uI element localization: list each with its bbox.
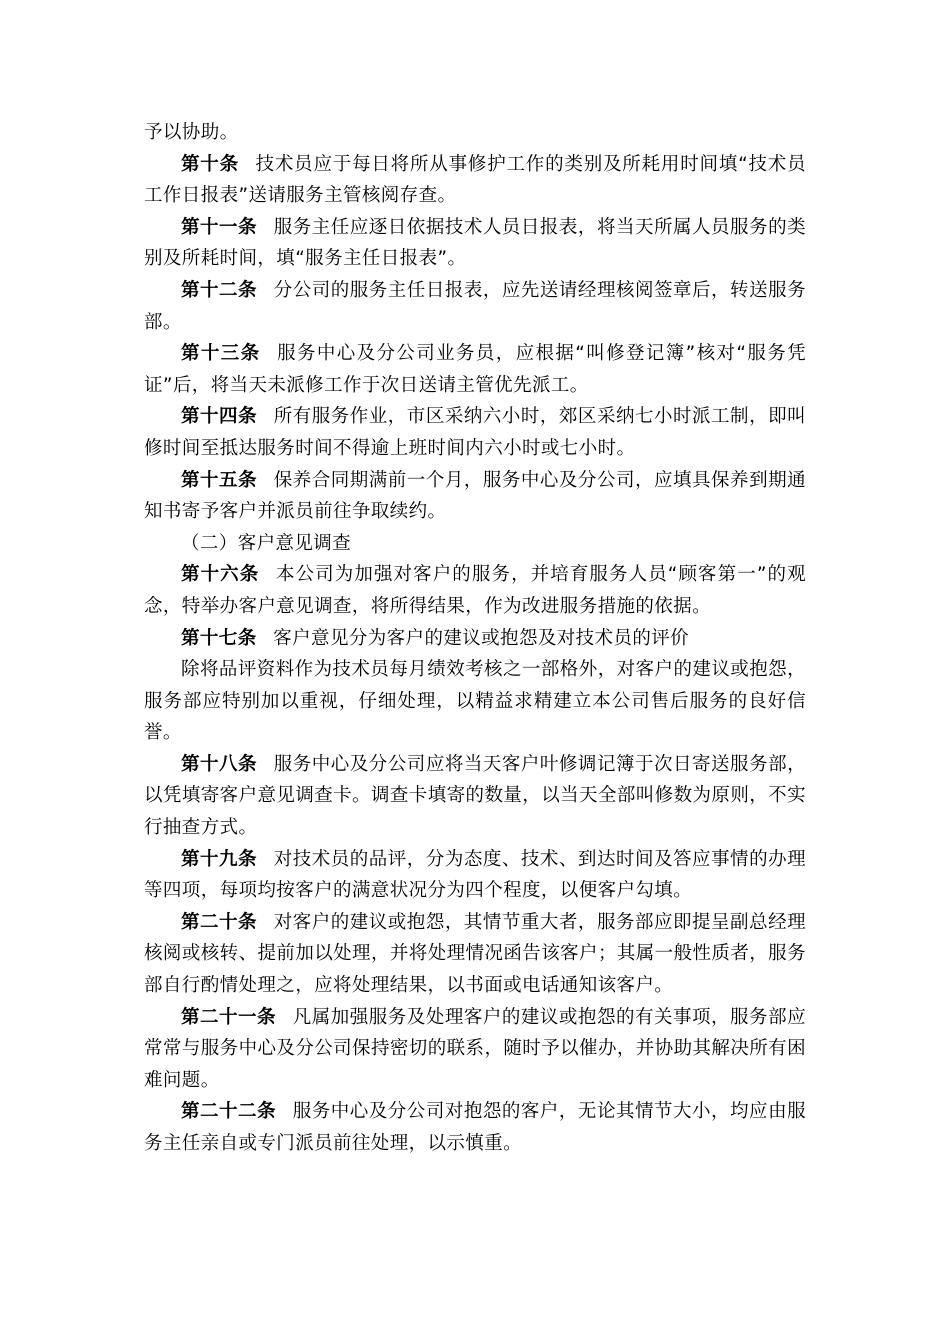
paragraph-text: 除将品评资料作为技术员每月绩效考核之一部格外，对客户的建议或抱怨，服务部应特别加以重视，仔细处理，以精益求精建立本公司售后服务的良好信誉。 bbox=[144, 659, 806, 744]
article-number: 第十七条 bbox=[181, 627, 257, 649]
paragraph-text: 分公司的服务主任日报表，应先送请经理核阅签章后，转送服务部。 bbox=[144, 279, 806, 333]
paragraph-text: 保养合同期满前一个月，服务中心及分公司，应填具保养到期通知书寄予客户并派员前往争取续约。 bbox=[144, 469, 806, 523]
article-number: 第十三条 bbox=[181, 343, 261, 365]
document-page bbox=[144, 117, 806, 1160]
article-number: 第十四条 bbox=[181, 406, 258, 428]
article-number: 第十一条 bbox=[181, 216, 258, 238]
article-paragraph bbox=[144, 907, 806, 1002]
paragraph-text: 对技术员的品评，分为态度、技术、到达时间及答应事情的办理等四项，每项均按客户的满意状况分为四个程度，以便客户勾填。 bbox=[144, 848, 806, 902]
section-heading: （二）客户意见调查 bbox=[181, 532, 352, 554]
paragraph-text: 对客户的建议或抱怨，其情节重大者，服务部应即提呈副总经理核阅或核转、提前加以处理，并将处理情况函告该客户；其属一般性质者，服务部自行酌情处理之，应将处理结果，以书面或电话通知该客户。 bbox=[144, 911, 806, 997]
paragraph bbox=[144, 654, 806, 749]
article-paragraph bbox=[144, 212, 806, 275]
article-paragraph bbox=[144, 844, 806, 907]
article-number: 第十条 bbox=[181, 153, 239, 175]
article-paragraph bbox=[144, 465, 806, 528]
paragraph-text: 所有服务作业，市区采纳六小时，郊区采纳七小时派工制，即叫修时间至抵达服务时间不得逾上班时间内六小时或七小时。 bbox=[144, 406, 806, 459]
article-number: 第十八条 bbox=[181, 753, 258, 775]
paragraph-text: 技术员应于每日将所从事修护工作的类别及所耗用时间填“技术员工作日报表”送请服务主管核阅存查。 bbox=[144, 153, 807, 207]
paragraph-text: 服务中心及分公司对抱怨的客户，无论其情节大小，均应由服务主任亲自或专门派员前往处理，以示慎重。 bbox=[144, 1101, 806, 1154]
paragraph-text: 凡属加强服务及处理客户的建议或抱怨的有关事项，服务部应常常与服务中心及分公司保持密切的联系，随时予以催办，并协助其解决所有困难问题。 bbox=[144, 1006, 806, 1091]
article-number: 第二十一条 bbox=[181, 1006, 277, 1028]
article-paragraph bbox=[144, 559, 806, 622]
article-paragraph bbox=[144, 338, 806, 401]
article-number: 第二十二条 bbox=[181, 1101, 277, 1123]
paragraph-text: 服务中心及分公司应将当天客户叶修调记簿于次日寄送服务部，以凭填寄客户意见调查卡。调查卡填寄的数量，以当天全部叫修数为原则，不实行抽查方式。 bbox=[144, 753, 806, 839]
article-paragraph bbox=[144, 1002, 806, 1097]
paragraph-text: 本公司为加强对客户的服务，并培育服务人员“顾客第一”的观念，特举办客户意见调查，将所得结果，作为改进服务措施的依据。 bbox=[144, 564, 806, 617]
paragraph bbox=[144, 117, 806, 149]
article-number: 第十六条 bbox=[181, 564, 260, 586]
article-paragraph bbox=[144, 275, 806, 338]
paragraph-text: 予以协助。 bbox=[144, 122, 239, 143]
article-number: 第十二条 bbox=[181, 279, 258, 301]
article-number: 第二十条 bbox=[181, 911, 258, 933]
article-number: 第十九条 bbox=[181, 848, 258, 870]
paragraph-text: 服务中心及分公司业务员，应根据“叫修登记簿”核对“服务凭证”后，将当天未派修工作于次日送请主管优先派工。 bbox=[144, 343, 806, 396]
paragraph-text: 客户意见分为客户的建议或抱怨及对技术员的评价 bbox=[273, 627, 690, 649]
article-number: 第十五条 bbox=[181, 469, 258, 491]
article-paragraph bbox=[144, 149, 806, 212]
article-paragraph bbox=[144, 1096, 806, 1159]
paragraph-text: 服务主任应逐日依据技术人员日报表，将当天所属人员服务的类别及所耗时间，填“服务主任日报表”。 bbox=[144, 216, 806, 270]
article-paragraph bbox=[144, 623, 806, 655]
article-paragraph bbox=[144, 401, 806, 464]
article-paragraph bbox=[144, 749, 806, 844]
